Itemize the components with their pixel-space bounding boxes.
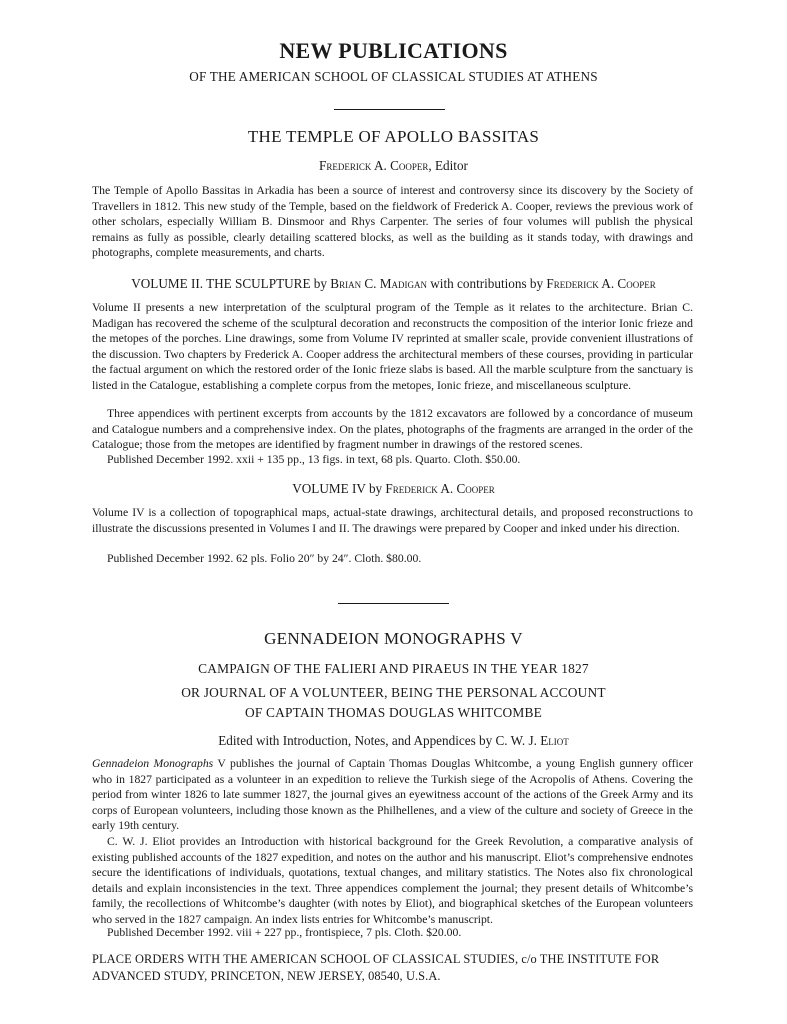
gennadeion-introduction: C. W. J. Eliot provides an Introduction with historical background for the Greek Revolution, a comparative analysis of existing published accounts of the 1827 expedition, and notes on the author and his manuscript. Eliot’s comprehensive endnotes secure the identifications of individuals, quotations, textual changes, and military statistics. The Notes also fix chronological details and explain inconsistencies in the text. Three appendices complement the journal; they present details of Whitcombe’s family, the recollections of Whitcombe’s daughter (with notes by Eliot), and biographical sketches of the European volunteers who served in the 1827 campaign. An index lists entries for Whitcombe’s manuscript. [92, 835, 693, 926]
volume-2-contributor: Frederick A. Cooper [546, 276, 656, 291]
bassitas-editor-name: Frederick A. Cooper [319, 158, 429, 173]
gennadeion-series-name: Gennadeion Monographs [92, 757, 214, 770]
volume-2-appendices: Three appendices with pertinent excerpts from accounts by the 1812 excavators are followed by a concordance of museum and Catalogue numbers and a comprehensive index. On the plates, photographs of the fragments are arranged in the order of the Catalogue; those from the metopes are identified by fragment number in drawings of the restored scenes. [92, 407, 693, 452]
gennadeion-subtitle-2: OR JOURNAL OF A VOLUNTEER, BEING THE PERSONAL ACCOUNT [181, 685, 606, 700]
volume-4-publication-info: Published December 1992. 62 pls. Folio 20″ by 24″. Cloth. $80.00. [107, 552, 422, 565]
volume-4-heading [0, 481, 787, 497]
gennadeion-editor-name: C. W. J. Eliot [495, 733, 569, 748]
volume-2-heading [0, 276, 787, 292]
volume-2-author: Brian C. Madigan [330, 276, 427, 291]
volume-2-with: with contributions by [426, 276, 547, 291]
gennadeion-description [92, 756, 693, 834]
volume-2-label: VOLUME II. THE SCULPTURE [131, 276, 311, 291]
page-title: NEW PUBLICATIONS [279, 38, 508, 63]
volume-2-description: Volume II presents a new interpretation of the sculptural program of the Temple as it relates to the architecture. Brian C. Madigan has recovered the scheme of the sculptural decoration and reconstructs the composition of the interior Ionic frieze and the metopes of the porches. Line drawings, some from Volume IV reprinted at smaller scale, provide convenient illustrations of the discussion. Two chapters by Frederick A. Cooper address the architectural members of these courses, providing in particular the factual argument on which the restored order of the Ionic frieze slabs is based. All the marble sculpture from the sanctuary is listed in the Catalogue, establishing a complete corpus from the metopes, Ionic frieze, and miscellaneous sculpture. [92, 301, 693, 392]
gennadeion-description-text: V publishes the journal of Captain Thomas Douglas Whitcombe, a young English gunnery officer who in 1827 participated as a volunteer in an expedition to relieve the Turkish siege of the Acropolis of Athens. Covering the period from winter 1826 to late summer 1827, the journal gives an eyewitness account of the actions of the Greek Army and its corps of European volunteers, including those known as the Philhellenes, and a view of the culture and society of Greece in the early 19th century. [92, 757, 693, 833]
divider-top [334, 109, 445, 110]
gennadeion-subtitle-1: CAMPAIGN OF THE FALIERI AND PIRAEUS IN THE YEAR 1827 [198, 661, 589, 676]
bassitas-title: THE TEMPLE OF APOLLO BASSITAS [247, 127, 540, 146]
volume-4-author: Frederick A. Cooper [385, 481, 495, 496]
volume-4-label: VOLUME IV [292, 481, 366, 496]
page-subtitle: OF THE AMERICAN SCHOOL OF CLASSICAL STUDIES AT ATHENS [189, 69, 598, 84]
order-information [92, 951, 693, 984]
bassitas-editor-role: , Editor [428, 158, 468, 173]
order-line-2: ADVANCED STUDY, PRINCETON, NEW JERSEY, 08540, U.S.A. [92, 968, 441, 983]
gennadeion-subtitle-3: OF CAPTAIN THOMAS DOUGLAS WHITCOMBE [244, 705, 543, 720]
bassitas-intro: The Temple of Apollo Bassitas in Arkadia has been a source of interest and controversy since its discovery by the Society of Travellers in 1812. This new study of the Temple, based on the fieldwork of Frederick A. Cooper, reviews the previous work of other scholars, especially William B. Dinsmoor and Rhys Carpenter. The series of four volumes will publish the physical remains as fully as possible, clearly detailing scattered blocks, as well as the building as it stands today, with drawings and photographs, complete measurements, and charts. [92, 184, 693, 260]
volume-4-description: Volume IV is a collection of topographical maps, actual-state drawings, architectural details, and proposed reconstructions to illustrate the discussions presented in Volumes I and II. The drawings were prepared by Cooper and inked under his direction. [92, 506, 693, 535]
volume-2-publication-info: Published December 1992. xxii + 135 pp., 13 figs. in text, 68 pls. Quarto. Cloth. $50.00. [107, 453, 521, 466]
gennadeion-editor-prefix: Edited with Introduction, Notes, and Appendices by [218, 733, 496, 748]
order-line-1: PLACE ORDERS WITH THE AMERICAN SCHOOL OF CLASSICAL STUDIES, c/o THE INSTITUTE FOR [92, 952, 660, 966]
bassitas-editor [0, 158, 787, 174]
volume-2-by: by [310, 276, 331, 291]
gennadeion-title: GENNADEION MONOGRAPHS V [264, 629, 523, 648]
gennadeion-publication-info: Published December 1992. viii + 227 pp., frontispiece, 7 pls. Cloth. $20.00. [107, 926, 462, 939]
volume-4-by: by [365, 481, 386, 496]
gennadeion-editor [0, 733, 787, 749]
divider-middle [338, 603, 449, 604]
